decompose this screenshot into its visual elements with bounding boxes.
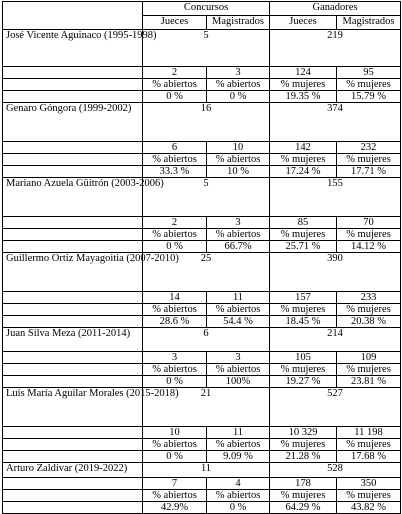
count-cell: 10: [207, 142, 270, 154]
empty-cell: [3, 376, 143, 388]
period-name: Guillermo Ortiz Mayagoitia (2007-2010): [3, 253, 143, 292]
period-name: Luis María Aguilar Morales (2015-2018): [3, 388, 143, 427]
label-cell: % mujeres: [270, 364, 337, 376]
label-cell: % mujeres: [337, 79, 401, 91]
empty-cell: [3, 142, 143, 154]
period-labels-row: [3, 154, 401, 166]
label-cell: % abiertos: [207, 229, 270, 241]
empty-cell: [3, 292, 143, 304]
count-cell: 11: [207, 427, 270, 439]
count-cell: 11 198: [337, 427, 401, 439]
percent-cell: 43.82 %: [337, 502, 401, 514]
period-counts-row: [3, 352, 401, 364]
label-cell: % mujeres: [270, 304, 337, 316]
count-cell: 3: [207, 352, 270, 364]
empty-cell: [3, 217, 143, 229]
empty-cell: [3, 166, 143, 178]
label-cell: % abiertos: [207, 79, 270, 91]
ganadores-total: 155: [270, 178, 401, 217]
count-cell: 2: [143, 217, 207, 229]
percent-cell: 0 %: [207, 91, 270, 103]
concursos-total: 21: [143, 388, 270, 427]
period-counts-row: [3, 217, 401, 229]
count-cell: 4: [207, 478, 270, 490]
label-cell: % abiertos: [143, 364, 207, 376]
concursos-total: 5: [143, 178, 270, 217]
percent-cell: 42.9%: [143, 502, 207, 514]
concursos-total: 25: [143, 253, 270, 292]
empty-cell: [3, 502, 143, 514]
percent-cell: 0 %: [143, 376, 207, 388]
count-cell: 70: [337, 217, 401, 229]
period-name: Mariano Azuela Güitrón (2003-2006): [3, 178, 143, 217]
count-cell: 178: [270, 478, 337, 490]
period-counts-row: [3, 478, 401, 490]
count-cell: 157: [270, 292, 337, 304]
count-cell: 350: [337, 478, 401, 490]
percent-cell: 64.29 %: [270, 502, 337, 514]
percent-cell: 14.12 %: [337, 241, 401, 253]
period-row: [3, 253, 401, 292]
label-cell: % abiertos: [143, 439, 207, 451]
empty-cell: [3, 364, 143, 376]
period-pcts-row: [3, 91, 401, 103]
period-pcts-row: [3, 166, 401, 178]
period-row: [3, 328, 401, 352]
percent-cell: 17.24 %: [270, 166, 337, 178]
header-concursos: Concursos: [143, 2, 270, 16]
label-cell: % abiertos: [143, 229, 207, 241]
label-cell: % mujeres: [337, 154, 401, 166]
count-cell: 109: [337, 352, 401, 364]
period-name: Juan Silva Meza (2011-2014): [3, 328, 143, 352]
count-cell: 95: [337, 67, 401, 79]
label-cell: % abiertos: [143, 79, 207, 91]
concursos-total: 5: [143, 30, 270, 67]
table-body: [3, 2, 401, 514]
period-row: [3, 388, 401, 427]
empty-cell: [3, 91, 143, 103]
label-cell: % mujeres: [270, 154, 337, 166]
label-cell: % mujeres: [337, 439, 401, 451]
period-counts-row: [3, 142, 401, 154]
header-magistrados-ganadores: Magistrados: [337, 16, 401, 30]
concursos-total: 11: [143, 463, 270, 478]
header-ganadores: Ganadores: [270, 2, 401, 16]
ganadores-total: 527: [270, 388, 401, 427]
period-pcts-row: [3, 241, 401, 253]
header-jueces-ganadores: Jueces: [270, 16, 337, 30]
ganadores-total: 219: [270, 30, 401, 67]
percent-cell: 10 %: [207, 166, 270, 178]
empty-cell: [3, 439, 143, 451]
percent-cell: 19.35 %: [270, 91, 337, 103]
empty-cell: [3, 316, 143, 328]
count-cell: 232: [337, 142, 401, 154]
percent-cell: 0 %: [143, 451, 207, 463]
label-cell: % abiertos: [207, 364, 270, 376]
percent-cell: 33.3 %: [143, 166, 207, 178]
percent-cell: 0 %: [143, 91, 207, 103]
label-cell: % abiertos: [207, 439, 270, 451]
label-cell: % mujeres: [337, 304, 401, 316]
label-cell: % abiertos: [207, 490, 270, 502]
label-cell: % mujeres: [270, 439, 337, 451]
count-cell: 3: [207, 217, 270, 229]
count-cell: 7: [143, 478, 207, 490]
empty-cell: [3, 352, 143, 364]
percent-cell: 0 %: [143, 241, 207, 253]
count-cell: 3: [207, 67, 270, 79]
ganadores-total: 390: [270, 253, 401, 292]
percent-cell: 17.71 %: [337, 166, 401, 178]
period-pcts-row: [3, 502, 401, 514]
percent-cell: 54.4 %: [207, 316, 270, 328]
label-cell: % mujeres: [270, 79, 337, 91]
period-name: Genaro Góngora (1999-2002): [3, 103, 143, 142]
period-counts-row: [3, 292, 401, 304]
ganadores-total: 374: [270, 103, 401, 142]
period-labels-row: [3, 364, 401, 376]
percent-cell: 17.68 %: [337, 451, 401, 463]
period-pcts-row: [3, 451, 401, 463]
period-labels-row: [3, 490, 401, 502]
period-counts-row: [3, 427, 401, 439]
percent-cell: 66.7%: [207, 241, 270, 253]
period-name: José Vicente Aguinaco (1995-1998): [3, 30, 143, 67]
percent-cell: 19.27 %: [270, 376, 337, 388]
label-cell: % abiertos: [143, 154, 207, 166]
empty-cell: [3, 451, 143, 463]
percent-cell: 20.38 %: [337, 316, 401, 328]
count-cell: 124: [270, 67, 337, 79]
concursos-total: 16: [143, 103, 270, 142]
period-row: [3, 30, 401, 67]
concursos-total: 6: [143, 328, 270, 352]
period-labels-row: [3, 229, 401, 241]
period-counts-row: [3, 67, 401, 79]
percent-cell: 25.71 %: [270, 241, 337, 253]
period-labels-row: [3, 79, 401, 91]
count-cell: 85: [270, 217, 337, 229]
period-labels-row: [3, 439, 401, 451]
label-cell: % mujeres: [270, 490, 337, 502]
empty-cell: [3, 478, 143, 490]
empty-cell: [3, 304, 143, 316]
count-cell: 2: [143, 67, 207, 79]
ganadores-total: 214: [270, 328, 401, 352]
empty-cell: [3, 154, 143, 166]
period-row: [3, 178, 401, 217]
period-row: [3, 463, 401, 478]
empty-cell: [3, 490, 143, 502]
label-cell: % abiertos: [207, 154, 270, 166]
label-cell: % mujeres: [270, 229, 337, 241]
count-cell: 11: [207, 292, 270, 304]
percent-cell: 9.09 %: [207, 451, 270, 463]
percent-cell: 18.45 %: [270, 316, 337, 328]
header-jueces: Jueces: [143, 16, 207, 30]
label-cell: % mujeres: [337, 229, 401, 241]
period-row: [3, 103, 401, 142]
period-pcts-row: [3, 376, 401, 388]
empty-cell: [3, 229, 143, 241]
empty-cell: [3, 241, 143, 253]
count-cell: 10: [143, 427, 207, 439]
header-corner-cell: [3, 2, 143, 30]
empty-cell: [3, 67, 143, 79]
empty-cell: [3, 79, 143, 91]
count-cell: 10 329: [270, 427, 337, 439]
percent-cell: 0 %: [207, 502, 270, 514]
period-name: Arturo Zaldívar (2019-2022): [3, 463, 143, 478]
count-cell: 142: [270, 142, 337, 154]
period-labels-row: [3, 304, 401, 316]
count-cell: 3: [143, 352, 207, 364]
header-row-1: [3, 2, 401, 16]
period-pcts-row: [3, 316, 401, 328]
label-cell: % abiertos: [143, 490, 207, 502]
header-magistrados-concursos: Magistrados: [207, 16, 270, 30]
concursos-ganadores-table: [2, 1, 401, 514]
count-cell: 105: [270, 352, 337, 364]
ganadores-total: 528: [270, 463, 401, 478]
count-cell: 6: [143, 142, 207, 154]
label-cell: % mujeres: [337, 490, 401, 502]
percent-cell: 28.6 %: [143, 316, 207, 328]
percent-cell: 23.81 %: [337, 376, 401, 388]
count-cell: 233: [337, 292, 401, 304]
percent-cell: 15.79 %: [337, 91, 401, 103]
count-cell: 14: [143, 292, 207, 304]
label-cell: % mujeres: [337, 364, 401, 376]
percent-cell: 100%: [207, 376, 270, 388]
percent-cell: 21.28 %: [270, 451, 337, 463]
label-cell: % abiertos: [143, 304, 207, 316]
empty-cell: [3, 427, 143, 439]
label-cell: % abiertos: [207, 304, 270, 316]
